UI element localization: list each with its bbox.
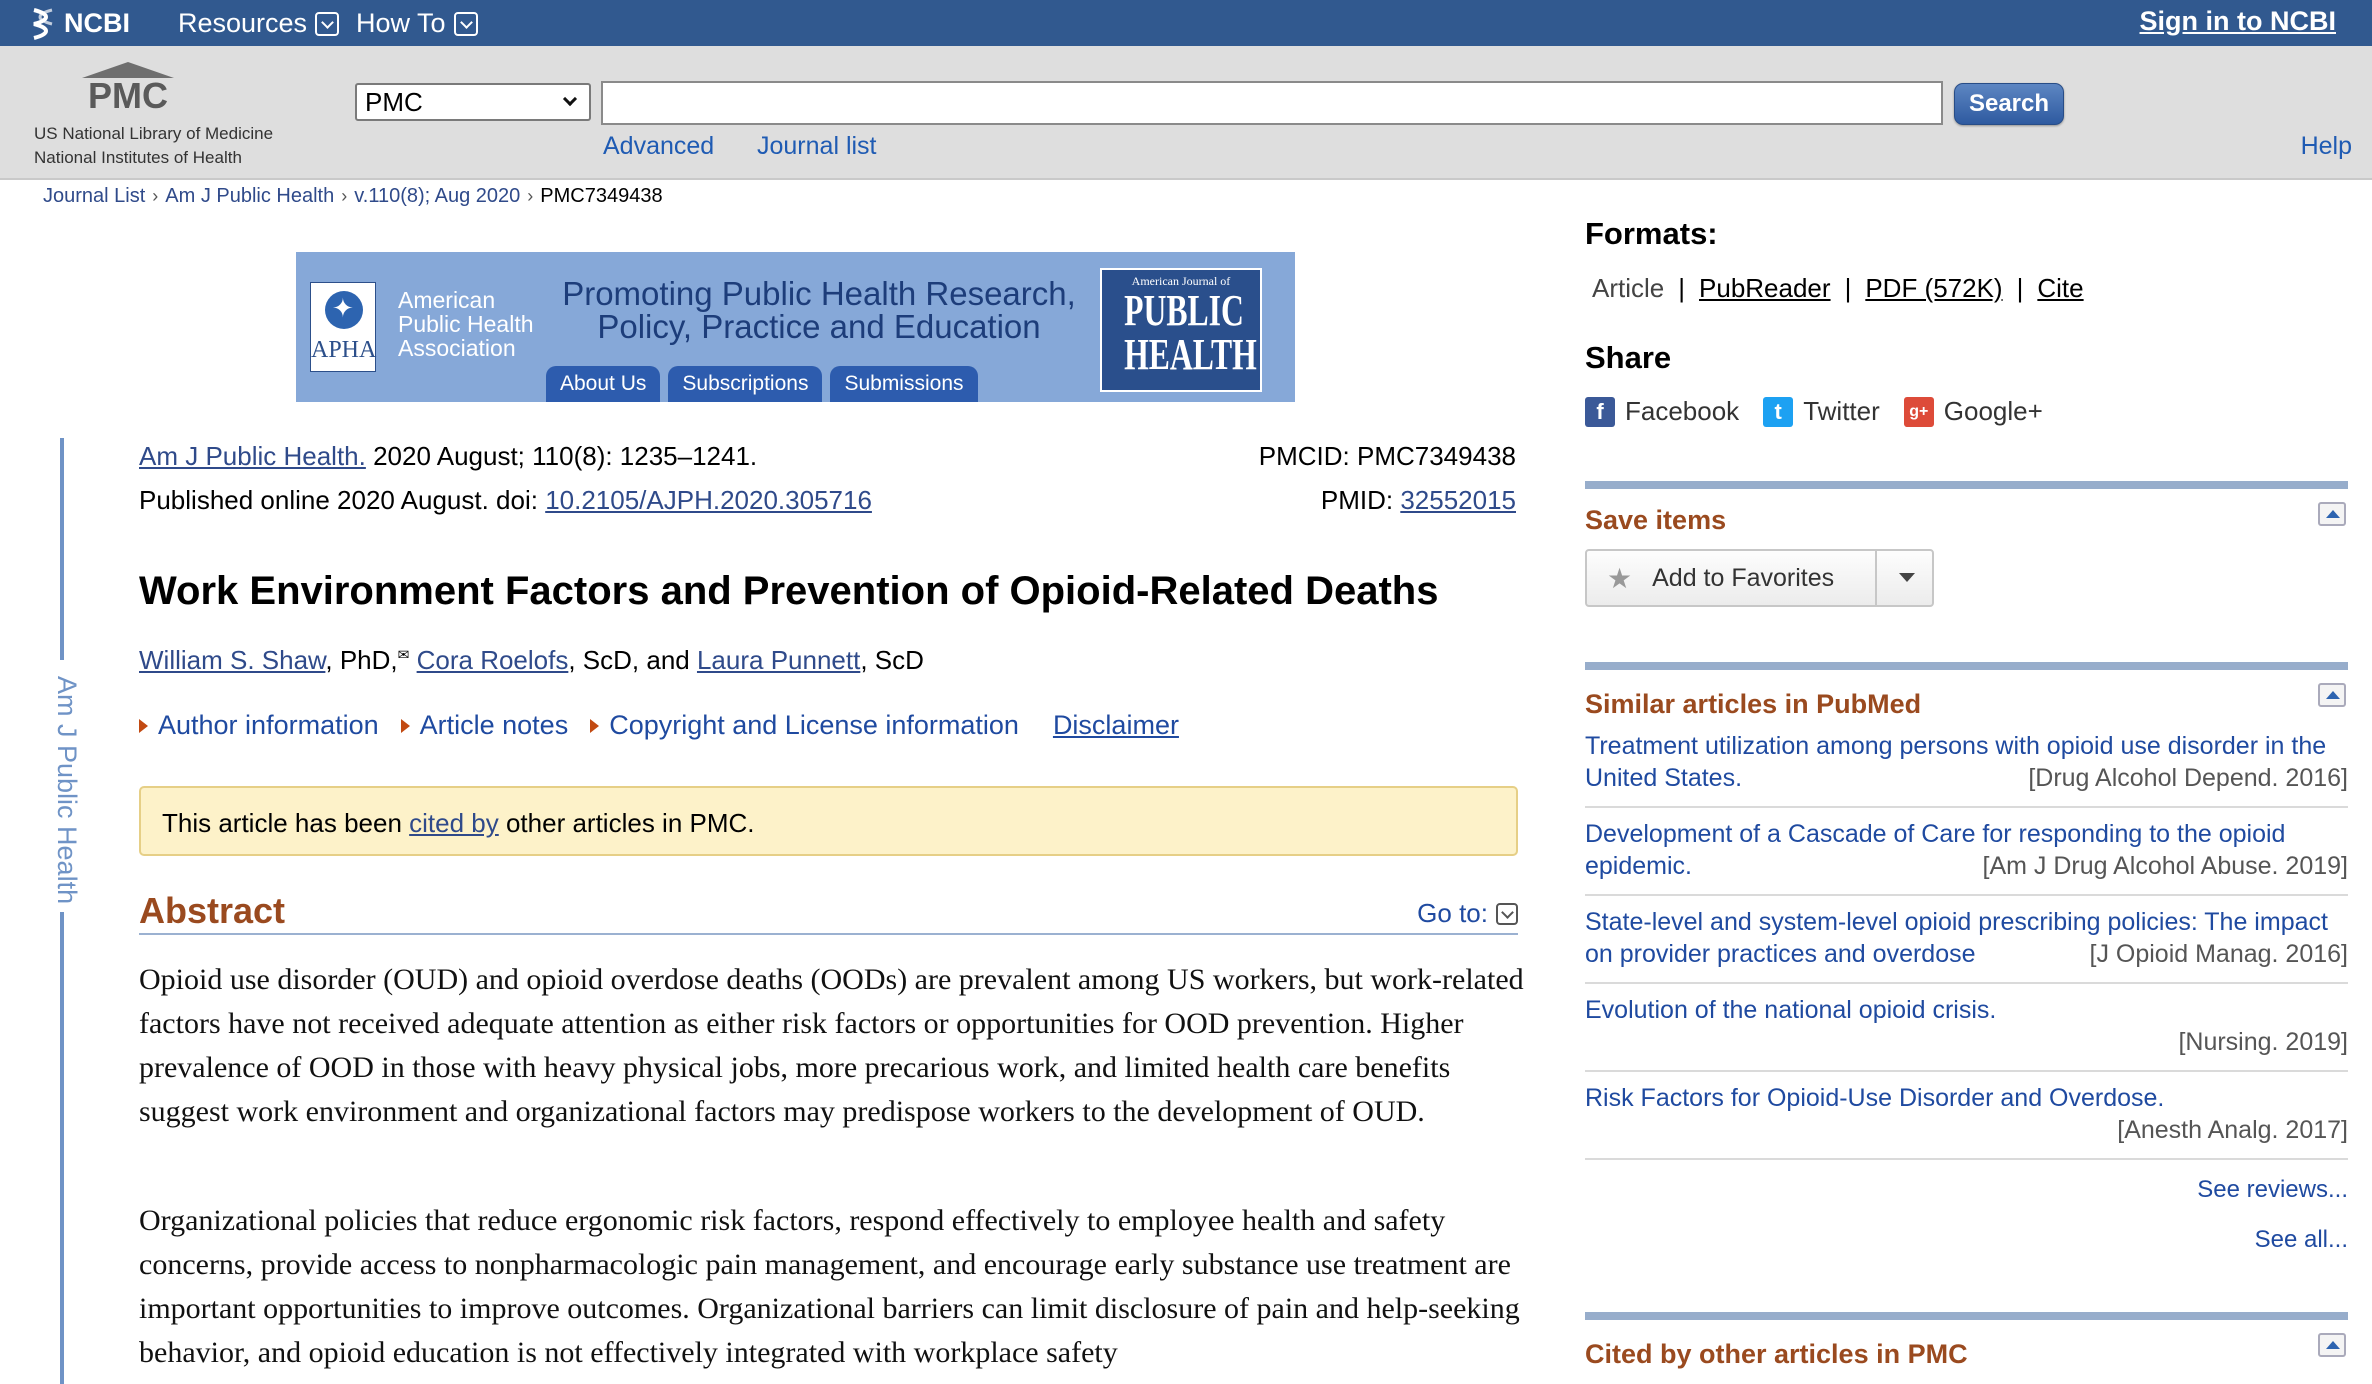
format-pubreader-link[interactable]: PubReader: [1699, 273, 1831, 303]
format-cite-link[interactable]: Cite: [2037, 273, 2084, 303]
published-label: Published online 2020 August. doi:: [139, 485, 546, 515]
ncbi-logo[interactable]: [30, 4, 130, 42]
similar-article-item[interactable]: [1585, 730, 2348, 794]
similar-article-journal: [Anesth Analg. 2017]: [2111, 1114, 2348, 1146]
collapse-toggle-icon[interactable]: [2318, 1333, 2346, 1357]
resources-menu-label: Resources: [178, 8, 308, 38]
journal-banner[interactable]: [296, 252, 1295, 402]
facebook-icon: f: [1585, 397, 1615, 427]
journal-side-label[interactable]: [46, 676, 82, 906]
apha-name-line: Association: [398, 335, 516, 361]
similar-article-title[interactable]: State-level and system-level opioid prescribing policies: The impact on provider practices and overdose: [1585, 908, 2328, 968]
breadcrumb-issue[interactable]: v.110(8); Aug 2020: [354, 185, 521, 207]
search-input[interactable]: [601, 81, 1943, 125]
apha-logo[interactable]: [310, 282, 376, 372]
apha-name: [398, 288, 534, 360]
see-reviews-link[interactable]: See reviews...: [2197, 1176, 2348, 1203]
author-information-label: Author information: [158, 710, 379, 740]
author-link[interactable]: Laura Punnett: [696, 645, 861, 675]
banner-tabs: [546, 366, 978, 402]
disclaimer-link[interactable]: Disclaimer: [1052, 710, 1179, 740]
apha-name-line: Public Health: [398, 311, 534, 337]
format-article: Article: [1592, 273, 1665, 303]
sign-in-link[interactable]: Sign in to NCBI: [2139, 6, 2336, 36]
cited-by-link[interactable]: cited by: [409, 808, 499, 838]
cited-by-notice: [139, 786, 1518, 856]
chevron-down-icon: [454, 12, 478, 36]
similar-article-title[interactable]: Treatment utilization among persons with opioid use disorder in the United States.: [1585, 732, 2327, 792]
panel-divider: [1585, 662, 2348, 670]
chevron-down-icon: [315, 12, 339, 36]
collapse-toggle-icon[interactable]: [2318, 502, 2346, 526]
doi-link[interactable]: 10.2105/AJPH.2020.305716: [545, 485, 872, 515]
expand-triangle-icon: [590, 719, 599, 733]
twitter-icon: t: [1763, 397, 1793, 427]
how-to-menu[interactable]: [356, 8, 478, 39]
database-select[interactable]: [355, 83, 591, 121]
published-line: [139, 485, 872, 516]
nih-label: National Institutes of Health: [34, 148, 242, 167]
save-items-heading[interactable]: Save items: [1585, 505, 1727, 535]
search-button[interactable]: Search: [1954, 83, 2064, 125]
button-divider: [1875, 551, 1877, 605]
breadcrumb-journal[interactable]: Am J Public Health: [165, 185, 335, 207]
list-divider: [1585, 806, 2348, 808]
breadcrumb-current: PMC7349438: [540, 185, 663, 207]
similar-article-title[interactable]: Evolution of the national opioid crisis.: [1585, 996, 1997, 1024]
see-all-link[interactable]: See all...: [2254, 1226, 2348, 1253]
share-heading: Share: [1585, 340, 1672, 375]
journal-side-label-text: Am J Public Health: [52, 676, 82, 905]
author-list: [139, 645, 924, 676]
author-degree: , PhD,: [325, 645, 398, 675]
cited-by-heading[interactable]: Cited by other articles in PMC: [1585, 1339, 1968, 1369]
abstract-paragraph: Opioid use disorder (OUD) and opioid overdose deaths (OODs) are prevalent among US workers, but work-related factors have not received adequate attention as either risk factors or opportunities for OOD prevention. Higher prevalence of OOD in those with heavy physical jobs, more precarious work, and limited health care benefits suggest work environment and organizational factors may predispose workers to the development of OUD.: [139, 963, 1524, 1128]
similar-article-journal: [Am J Drug Alcohol Abuse. 2019]: [1977, 850, 2349, 882]
apha-emblem-icon: [325, 291, 363, 329]
similar-article-item[interactable]: [1585, 994, 2348, 1058]
goto-menu[interactable]: [1417, 898, 1518, 929]
breadcrumb-separator: ›: [341, 186, 348, 206]
dropdown-arrow-icon[interactable]: [1899, 573, 1915, 582]
share-facebook-label: Facebook: [1625, 396, 1740, 426]
expand-triangle-icon: [401, 719, 410, 733]
breadcrumb: [43, 185, 663, 208]
article-notes-toggle[interactable]: [401, 710, 569, 741]
panel-divider: [1585, 481, 2348, 489]
ajph-logo[interactable]: [1100, 268, 1262, 392]
pmc-logo-text: PMC: [88, 75, 168, 112]
apha-name-line: American: [398, 287, 496, 313]
journal-side-rule: [60, 912, 64, 1384]
add-to-favorites-button[interactable]: [1585, 549, 1934, 607]
banner-tab-about-us[interactable]: About Us: [546, 366, 660, 402]
goto-label: Go to:: [1417, 898, 1488, 928]
panel-divider: [1585, 1312, 2348, 1320]
abstract-paragraph: Organizational policies that reduce ergonomic risk factors, respond effectively to employee health and safety concerns, provide access to nonpharmacologic pain management, and encourage early substance use treatment are important opportunities to improve outcomes. Organizational barriers can limit disclosure of pain and help-seeking behavior, and opioid education is not effectively integrated with workplace safety: [139, 1204, 1520, 1369]
advanced-search-link[interactable]: Advanced: [603, 132, 715, 160]
ajph-logo-line: PUBLIC: [1124, 286, 1244, 335]
share-twitter-label: Twitter: [1803, 396, 1880, 426]
pmid-line: [1321, 485, 1516, 516]
ajph-logo-small: American Journal of: [1131, 274, 1231, 288]
similar-article-title[interactable]: Risk Factors for Opioid-Use Disorder and Overdose.: [1585, 1084, 2165, 1112]
share-facebook[interactable]: [1585, 396, 1739, 427]
citation-details: 2020 August; 110(8): 1235–1241.: [365, 441, 758, 471]
similar-article-item[interactable]: [1585, 906, 2348, 970]
author-link[interactable]: William S. Shaw: [139, 645, 326, 675]
article-title: Work Environment Factors and Prevention of Opioid-Related Deaths: [139, 569, 1439, 613]
ajph-logo-line: HEALTH: [1124, 330, 1257, 379]
pmcid-label: PMCID: PMC7349438: [1258, 441, 1516, 471]
similar-article-journal: [Drug Alcohol Depend. 2016]: [2022, 762, 2348, 794]
pmid-label: PMID:: [1320, 485, 1401, 515]
cited-by-post: other articles in PMC.: [498, 808, 755, 838]
ncbi-helix-icon: [30, 6, 56, 40]
how-to-menu-label: How To: [356, 8, 446, 38]
pmid-link[interactable]: 32552015: [1400, 485, 1516, 515]
help-link[interactable]: Help: [2300, 132, 2352, 160]
pmc-logo[interactable]: [72, 60, 184, 112]
article-meta-links: [139, 710, 1179, 741]
expand-triangle-icon: [139, 719, 148, 733]
formats-list: [1592, 273, 2084, 304]
journal-list-link[interactable]: Journal list: [757, 132, 877, 160]
banner-tab-submissions[interactable]: Submissions: [830, 366, 977, 402]
resources-menu[interactable]: [178, 8, 339, 39]
similar-article-journal: [Nursing. 2019]: [2172, 1026, 2348, 1058]
ncbi-top-bar: [0, 0, 2372, 46]
google-plus-icon: g+: [1904, 397, 1934, 427]
similar-article-journal: [J Opioid Manag. 2016]: [2084, 938, 2349, 970]
nlm-label: US National Library of Medicine: [34, 124, 274, 143]
author-degree: , ScD: [860, 645, 924, 675]
similar-article-item[interactable]: [1585, 818, 2348, 882]
abstract-heading-row: [139, 890, 1518, 935]
banner-tab-subscriptions[interactable]: Subscriptions: [668, 366, 822, 402]
cited-by-pre: This article has been: [162, 808, 410, 838]
share-list: [1585, 396, 2067, 427]
similar-article-title[interactable]: Development of a Cascade of Care for responding to the opioid epidemic.: [1585, 820, 2286, 880]
star-icon: ★: [1607, 562, 1633, 594]
format-separator: |: [1844, 273, 1852, 303]
list-divider: [1585, 1158, 2348, 1160]
article-notes-label: Article notes: [419, 710, 569, 740]
search-header: [0, 46, 2372, 180]
format-separator: |: [1678, 273, 1686, 303]
format-pdf-link[interactable]: PDF (572K): [1865, 273, 2003, 303]
formats-heading: Formats:: [1585, 216, 1718, 251]
author-degree: , ScD, and: [568, 645, 697, 675]
list-divider: [1585, 1070, 2348, 1072]
journal-side-rule: [60, 438, 64, 660]
list-divider: [1585, 982, 2348, 984]
similar-articles-heading[interactable]: Similar articles in PubMed: [1585, 689, 1922, 719]
format-separator: |: [2016, 273, 2024, 303]
banner-tagline-line: Promoting Public Health Research,: [562, 275, 1076, 312]
copyright-label: Copyright and License information: [609, 710, 1019, 740]
share-google-plus[interactable]: [1904, 396, 2043, 427]
share-twitter[interactable]: [1763, 396, 1880, 427]
abstract-heading: Abstract: [139, 890, 286, 931]
breadcrumb-separator: ›: [527, 186, 534, 206]
ncbi-logo-text: NCBI: [64, 7, 130, 38]
collapse-toggle-icon[interactable]: [2318, 683, 2346, 707]
copyright-toggle[interactable]: [590, 710, 1019, 741]
apha-abbr: APHA: [311, 337, 377, 363]
share-google-plus-label: Google+: [1943, 396, 2043, 426]
author-information-toggle[interactable]: [139, 710, 379, 741]
email-icon[interactable]: ✉: [397, 646, 410, 663]
journal-link[interactable]: Am J Public Health.: [139, 441, 366, 471]
citation-line: [139, 441, 757, 472]
similar-article-item[interactable]: [1585, 1082, 2348, 1146]
breadcrumb-journal-list[interactable]: Journal List: [43, 185, 146, 207]
add-to-favorites-label: Add to Favorites: [1652, 563, 1835, 592]
author-link[interactable]: Cora Roelofs: [416, 645, 569, 675]
list-divider: [1585, 894, 2348, 896]
banner-tagline: [554, 277, 1084, 343]
chevron-down-icon: [563, 92, 577, 106]
database-select-value: PMC: [365, 86, 423, 117]
breadcrumb-separator: ›: [152, 186, 159, 206]
chevron-down-icon: [1496, 903, 1518, 925]
banner-tagline-line: Policy, Practice and Education: [597, 308, 1041, 345]
